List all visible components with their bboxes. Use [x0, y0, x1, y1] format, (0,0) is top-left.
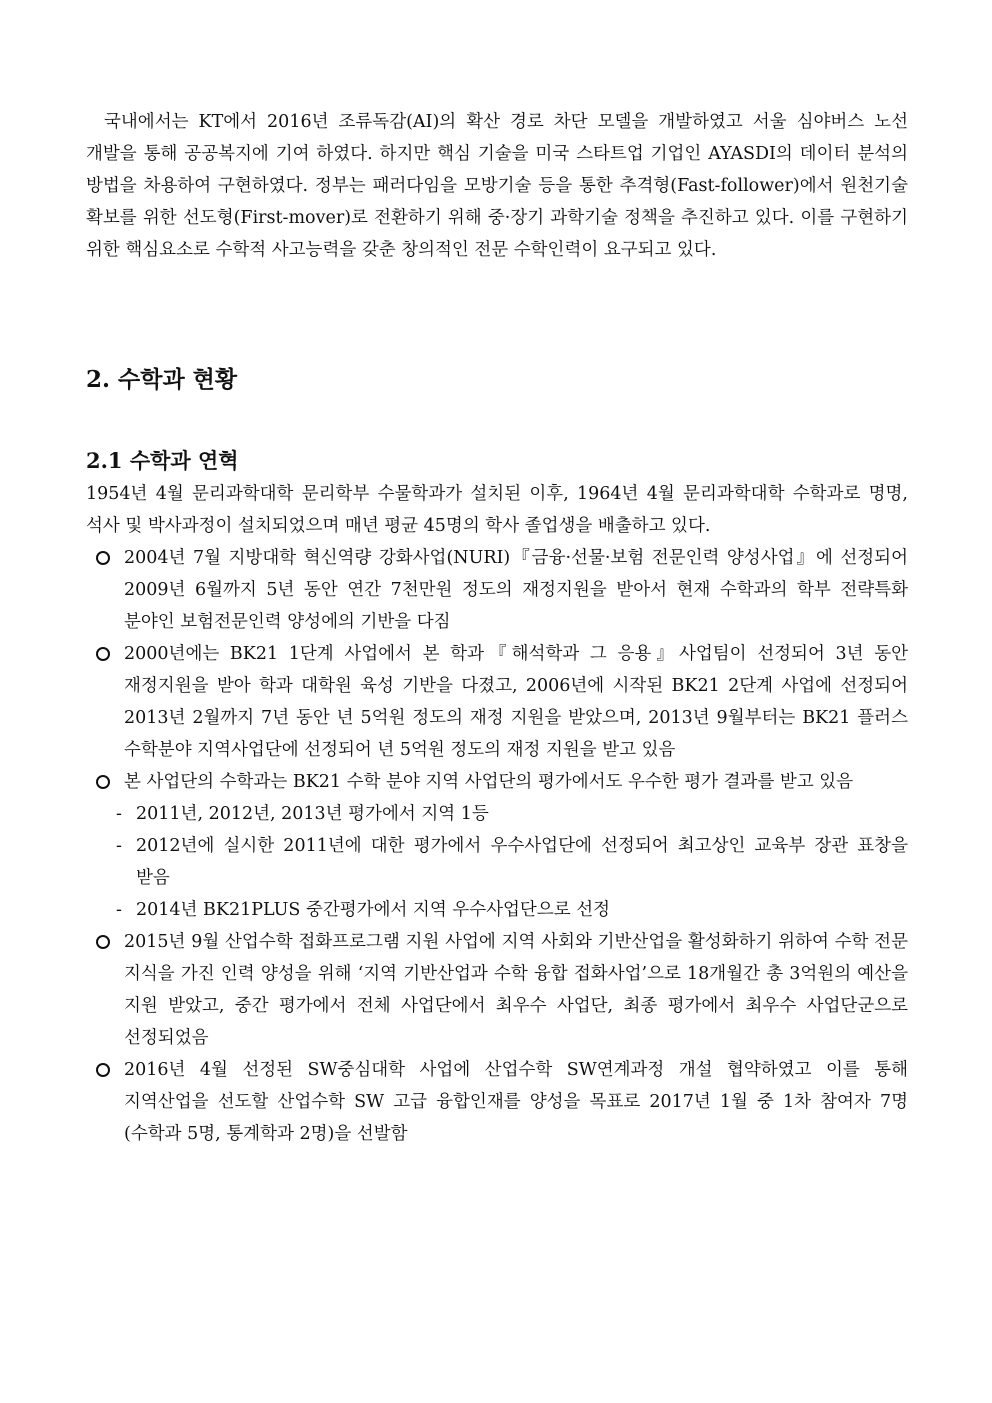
bullet-item [86, 766, 908, 798]
bullet-text: 본 사업단의 수학과는 BK21 수학 분야 지역 사업단의 평가에서도 우수한 평가 결과를 받고 있음 [124, 772, 854, 792]
sub-item-text: 2012년에 실시한 2011년에 대한 평가에서 우수사업단에 선정되어 최고상인 교육부 장관 표창을 받음 [136, 836, 908, 888]
bullet-text: 2016년 4월 선정된 SW중심대학 사업에 산업수학 SW연계과정 개설 협약하였고 이를 통해 지역산업을 선도할 산업수학 SW 고급 융합인재를 양성을 목표로 2017년 1월 중 1차 참여자 7명(수학과 5명, 통계학과 2명)을 선발함 [124, 1060, 908, 1144]
circle-bullet-icon [96, 775, 110, 789]
sub-item-text: 2014년 BK21PLUS 중간평가에서 지역 우수사업단으로 선정 [136, 900, 611, 920]
bullet-item [86, 638, 908, 766]
bullet-text: 2000년에는 BK21 1단계 사업에서 본 학과『해석학과 그 응용』사업팀이 선정되어 3년 동안 재정지원을 받아 학과 대학원 육성 기반을 다졌고, 2006년에 시작된 BK21 2단계 사업에 선정되어 2013년 2월까지 7년 동안 년 5억원 정도의 재정 지원을 받았으며, 2013년 9월부터는 BK21 플러스 수학분야 지역사업단에 선정되어 년 5억원 정도의 재정 지원을 받고 있음 [124, 644, 908, 760]
bullet-item [86, 926, 908, 1054]
sub-item [86, 798, 908, 830]
circle-bullet-icon [96, 551, 110, 565]
section-title: 2. 수학과 현황 [86, 366, 238, 393]
circle-bullet-icon [96, 647, 110, 661]
sub-item [86, 894, 908, 926]
sub-item [86, 830, 908, 894]
bullet-text: 2004년 7월 지방대학 혁신역량 강화사업(NURI)『금융·선물·보험 전문인력 양성사업』에 선정되어 2009년 6월까지 5년 동안 연간 7천만원 정도의 재정지원을 받아서 현재 수학과의 학부 전략특화 분야인 보험전문인력 양성에의 기반을 다짐 [124, 548, 908, 632]
dash-bullet-icon: - [116, 804, 122, 824]
sub-item-text: 2011년, 2012년, 2013년 평가에서 지역 1등 [136, 804, 489, 824]
circle-bullet-icon [96, 935, 110, 949]
bullet-list-continued [86, 926, 908, 1150]
bullet-item [86, 1054, 908, 1150]
circle-bullet-icon [96, 1063, 110, 1077]
intro-paragraph: 국내에서는 KT에서 2016년 조류독감(AI)의 확산 경로 차단 모델을 개발하였고 서울 심야버스 노선 개발을 통해 공공복지에 기여 하였다. 하지만 핵심 기술을 미국 스타트업 기업인 AYASDI의 데이터 분석의 방법을 차용하여 구현하였다. 정부는 패러다임을 모방기술 등을 통한 추격형(Fast-follower)에서 원천기술 확보를 위한 선도형(First-mover)로 전환하기 위해 중·장기 과학기술 정책을 추진하고 있다. 이를 구현하기 위한 핵심요소로 수학적 사고능력을 갖춘 창의적인 전문 수학인력이 요구되고 있다. [86, 112, 908, 260]
subsection-paragraph: 1954년 4월 문리과학대학 문리학부 수물학과가 설치된 이후, 1964년 4월 문리과학대학 수학과로 명명, 석사 및 박사과정이 설치되었으며 매년 평균 45명의 학사 졸업생을 배출하고 있다. [86, 484, 908, 536]
bullet-text: 2015년 9월 산업수학 접화프로그램 지원 사업에 지역 사회와 기반산업을 활성화하기 위하여 수학 전문 지식을 가진 인력 양성을 위해 ‘지역 기반산업과 수학 융합 접화사업’으로 18개월간 총 3억원의 예산을 지원 받았고, 중간 평가에서 전체 사업단에서 최우수 사업단, 최종 평가에서 최우수 사업단군으로 선정되었음 [124, 932, 908, 1048]
subsection-title: 2.1 수학과 연혁 [86, 448, 239, 473]
sub-item-list [86, 798, 908, 926]
dash-bullet-icon: - [116, 836, 122, 856]
bullet-list [86, 542, 908, 798]
dash-bullet-icon: - [116, 900, 122, 920]
bullet-item [86, 542, 908, 638]
document-page [86, 106, 908, 1144]
subsection-body [86, 478, 908, 1150]
